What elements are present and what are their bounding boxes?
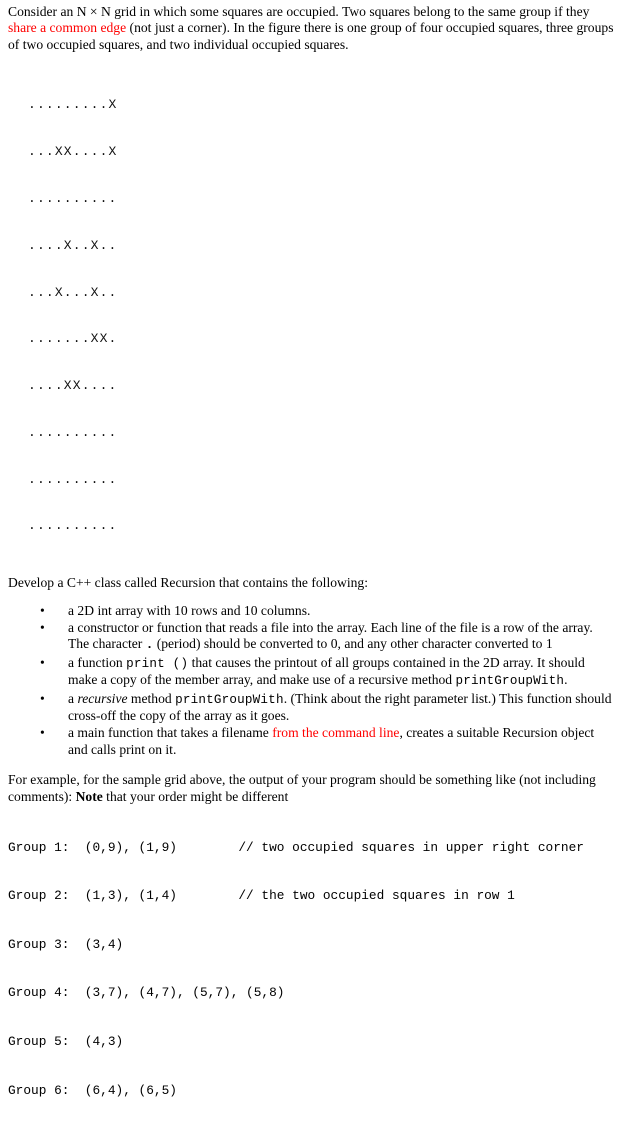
- grid-row: ..........: [28, 518, 118, 534]
- example-intro-paragraph: [6, 772, 620, 805]
- grid-row: ...XX....X: [28, 144, 118, 160]
- grid-row: ....X..X..: [28, 237, 118, 253]
- intro-paragraph: [6, 4, 620, 53]
- example-text-part-1: For example, for the sample grid above, the output of your program should be something like (not including comments):: [8, 772, 596, 804]
- program-output-listing: [6, 807, 620, 1131]
- grid-row: ...X...X..: [28, 284, 118, 300]
- output-line: Group 5: (4,3): [8, 1033, 124, 1049]
- bullet-icon: •: [40, 725, 45, 741]
- code-print-call: print (): [126, 656, 189, 671]
- output-line: Group 2: (1,3), (1,4) // the two occupied squares in row 1: [8, 888, 515, 904]
- grid-row: ..........: [28, 424, 118, 440]
- output-line: Group 1: (0,9), (1,9) // two occupied squares in upper right corner: [8, 839, 584, 855]
- list-item: [6, 603, 620, 619]
- bullet-icon: •: [40, 690, 45, 706]
- ascii-grid-figure: [6, 66, 620, 565]
- list-item: [6, 620, 620, 654]
- list-item: [6, 691, 620, 725]
- example-text-part-2: that your order might be different: [102, 788, 289, 804]
- output-line: Group 6: (6,4), (6,5): [8, 1082, 177, 1098]
- requirement-text: a main function that takes a filename: [68, 725, 273, 741]
- requirement-text: a: [68, 690, 78, 706]
- highlight-command-line: from the command line: [272, 725, 400, 741]
- grid-row: ..........: [28, 471, 118, 487]
- intro-highlight-phrase: share a common edge: [8, 20, 127, 36]
- bullet-icon: •: [40, 654, 45, 670]
- list-item: [6, 725, 620, 758]
- grid-row: ....XX....: [28, 378, 118, 394]
- intro-text-part-2: (not just a corner). In the figure there is one group of four occupied squares, three groups of two occupied squares, and two individual occupied squares.: [8, 20, 614, 52]
- requirement-text: a constructor or function that reads a file into the array. Each line of the file is a row of the array. The character: [68, 620, 593, 652]
- requirement-text: a 2D int array with 10 rows and 10 columns.: [68, 602, 311, 618]
- code-print-group-with: printGroupWith: [175, 692, 284, 707]
- requirement-text: that causes the printout of all groups contained in the 2D array. It should make a copy of the member array, and make use of a recursive method: [68, 654, 585, 688]
- intro-text-part-1: Consider an N × N grid in which some squares are occupied. Two squares belong to the same group if they: [8, 4, 590, 19]
- grid-row: .........X: [28, 97, 118, 113]
- note-emphasis: Note: [75, 788, 103, 804]
- grid-row: ..........: [28, 190, 118, 206]
- requirement-text: , creates a suitable Recursion object and calls print on it.: [68, 725, 595, 757]
- bullet-icon: •: [40, 602, 45, 618]
- code-print-group-with: printGroupWith: [455, 674, 565, 689]
- output-line: Group 4: (3,7), (4,7), (5,7), (5,8): [8, 985, 285, 1001]
- bullet-icon: •: [40, 620, 45, 636]
- list-item: [6, 655, 620, 690]
- requirement-text: a function: [68, 654, 127, 670]
- requirement-text: (period) should be converted to 0, and any other character converted to 1: [153, 636, 553, 652]
- requirement-text: method: [127, 690, 176, 706]
- requirements-list: [6, 603, 620, 759]
- grid-row: .......XX.: [28, 331, 118, 347]
- requirement-text: . (Think about the right parameter list.) This function should cross-off the copy of the array as it goes.: [68, 690, 612, 724]
- requirement-text: .: [564, 672, 568, 688]
- period-literal: .: [145, 638, 154, 653]
- emphasis-recursive: recursive: [77, 690, 128, 706]
- output-line: Group 3: (3,4): [8, 936, 124, 952]
- develop-instruction: Develop a C++ class called Recursion that contains the following:: [8, 575, 368, 591]
